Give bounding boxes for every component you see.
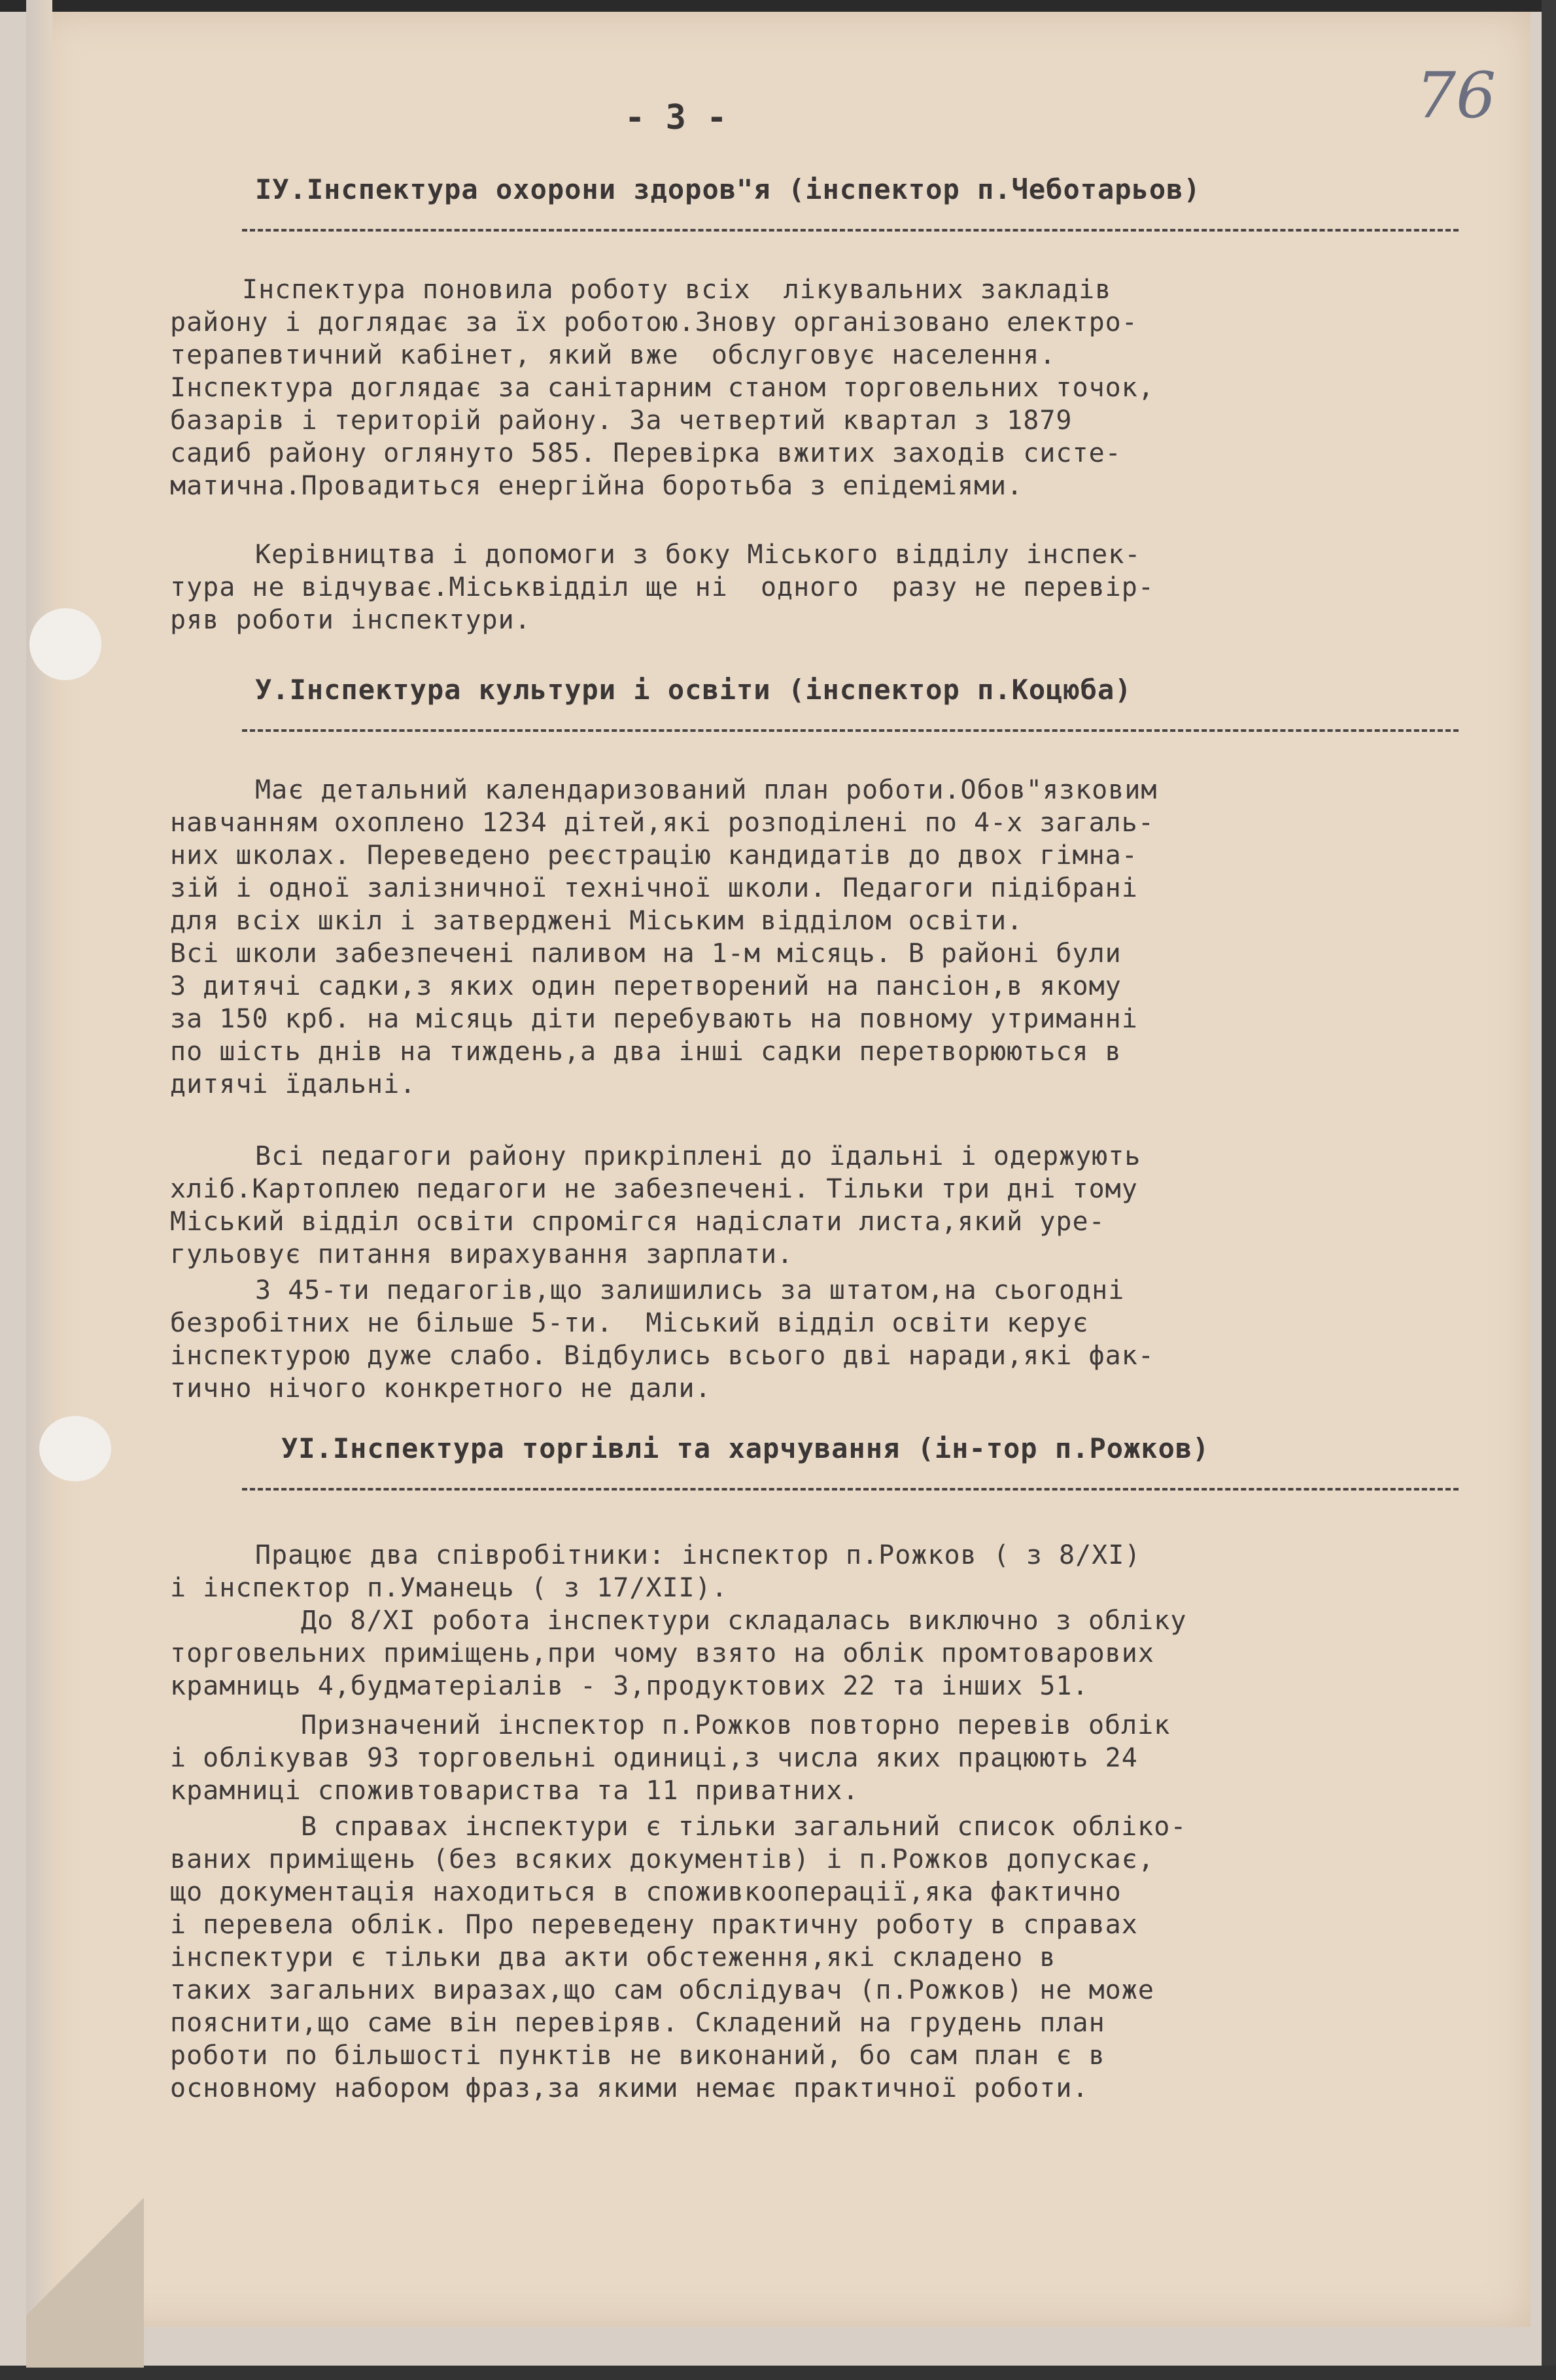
text-line: 3 дитячі садки,з яких один перетворений на пансіон,в якому [170, 971, 1122, 1001]
text-line: інспектурою дуже слабо. Відбулись всього дві наради,які фак- [170, 1341, 1154, 1371]
text-line: роботи по більшості пунктів не виконаний, бо сам план є в [170, 2041, 1105, 2071]
text-line: дитячі їдальні. [170, 1069, 417, 1099]
text-line: тично нічого конкретного не дали. [170, 1373, 712, 1404]
text-line: для всіх шкіл і затверджені Міським відділом освіти. [170, 906, 1024, 936]
text-line: основному набором фраз,за якими немає практичної роботи. [170, 2073, 1089, 2103]
section-heading: УІ.Інспектура торгівлі та харчування (ін-тор п.Рожков) [281, 1432, 1210, 1464]
text-line: Керівництва і допомоги з боку Міського відділу інспек- [255, 540, 1141, 570]
page-corner-fold [26, 2145, 144, 2368]
text-line: садиб району оглянуто 585. Перевірка вжитих заходів систе- [170, 438, 1122, 468]
page-left-edge [26, 0, 52, 2354]
text-line: Всі педагоги району прикріплені до їдальні і одержують [255, 1141, 1141, 1171]
archive-number: 76 [1416, 59, 1496, 132]
scan-border-top [0, 0, 1556, 12]
text-line: З 45-ти педагогів,що залишились за штатом,на сьогодні [255, 1275, 1125, 1305]
text-line: гульовує питання вирахування зарплати. [170, 1239, 794, 1269]
text-line: базарів і територій району. За четвертий квартал з 1879 [170, 405, 1073, 436]
heading-underline [242, 729, 1459, 732]
text-line: ваних приміщень (без всяких документів) і п.Рожков допускає, [170, 1844, 1154, 1874]
heading-underline [242, 1488, 1459, 1491]
text-line: До 8/ХІ робота інспектури складалась виключно з обліку [301, 1606, 1187, 1636]
text-line: за 150 крб. на місяць діти перебувають на повному утриманні [170, 1004, 1138, 1034]
text-line: ряв роботи інспектури. [170, 605, 531, 635]
text-line: і перевела облік. Про переведену практичну роботу в справах [170, 1910, 1138, 1940]
text-line: Інспектура доглядає за санітарним станом торговельних точок, [170, 373, 1154, 403]
punch-hole-bottom [39, 1416, 111, 1481]
text-line: Працює два співробітники: інспектор п.Рожков ( з 8/ХІ) [255, 1540, 1141, 1570]
text-line: району і доглядає за їх роботою.Знову організовано електро- [170, 307, 1138, 337]
scan-border-bottom [0, 2366, 1556, 2380]
heading-underline [242, 229, 1459, 232]
text-line: Всі школи забезпечені паливом на 1-м місяць. В районі були [170, 939, 1122, 969]
page-number: - 3 - [625, 98, 727, 137]
text-line: і облікував 93 торговельні одиниці,з числа яких працюють 24 [170, 1743, 1138, 1773]
text-line: Має детальний календаризований план роботи.Обов"язковим [255, 775, 1158, 805]
text-line: В справах інспектури є тільки загальний список обліко- [301, 1812, 1187, 1842]
text-line: крамниць 4,будматеріалів - 3,продуктових 22 та інших 51. [170, 1671, 1089, 1701]
text-line: безробітних не більше 5-ти. Міський відділ освіти керує [170, 1308, 1089, 1338]
section-heading: У.Інспектура культури і освіти (інспектор п.Коцюба) [255, 674, 1132, 706]
text-line: таких загальних виразах,що сам обслідувач (п.Рожков) не може [170, 1975, 1154, 2005]
text-line: пояснити,що саме він перевіряв. Складений на грудень план [170, 2008, 1105, 2038]
text-line: терапевтичний кабінет, який вже обслуговує населення. [170, 340, 1056, 370]
text-line: і інспектор п.Уманець ( з 17/ХІІ). [170, 1573, 728, 1603]
text-line: інспектури є тільки два акти обстеження,які складено в [170, 1942, 1056, 1973]
scan-border-right [1542, 0, 1556, 2380]
text-line: торговельних приміщень,при чому взято на облік промтоварових [170, 1638, 1154, 1668]
text-line: крамниці споживтовариства та 11 приватних. [170, 1776, 859, 1806]
section-heading: IУ.Інспектура охорони здоров"я (інспектор п.Чеботарьов) [255, 173, 1201, 205]
text-line: них школах. Переведено реєстрацію кандидатів до двох гімна- [170, 840, 1138, 871]
text-line: що документація находиться в споживкооперації,яка фактично [170, 1877, 1122, 1907]
text-line: Призначений інспектор п.Рожков повторно перевів облік [301, 1710, 1171, 1740]
text-line: Міський відділ освіти спромігся надіслати листа,який уре- [170, 1207, 1105, 1237]
text-line: тура не відчуває.Міськвідділ ще ні одного разу не перевір- [170, 572, 1154, 602]
text-line: по шість днів на тиждень,а два інші садки перетворюються в [170, 1037, 1122, 1067]
text-line: Інспектура поновила роботу всіх лікувальних закладів [242, 275, 1112, 305]
text-line: зій і одної залізничної технічної школи. Педагоги підібрані [170, 873, 1138, 903]
text-line: матична.Провадиться енергійна боротьба з епідеміями. [170, 471, 1024, 501]
punch-hole-top [29, 608, 101, 680]
text-line: хліб.Картоплею педагоги не забезпечені. Тільки три дні тому [170, 1174, 1138, 1204]
text-line: навчанням охоплено 1234 дітей,які розподілені по 4-х загаль- [170, 808, 1154, 838]
